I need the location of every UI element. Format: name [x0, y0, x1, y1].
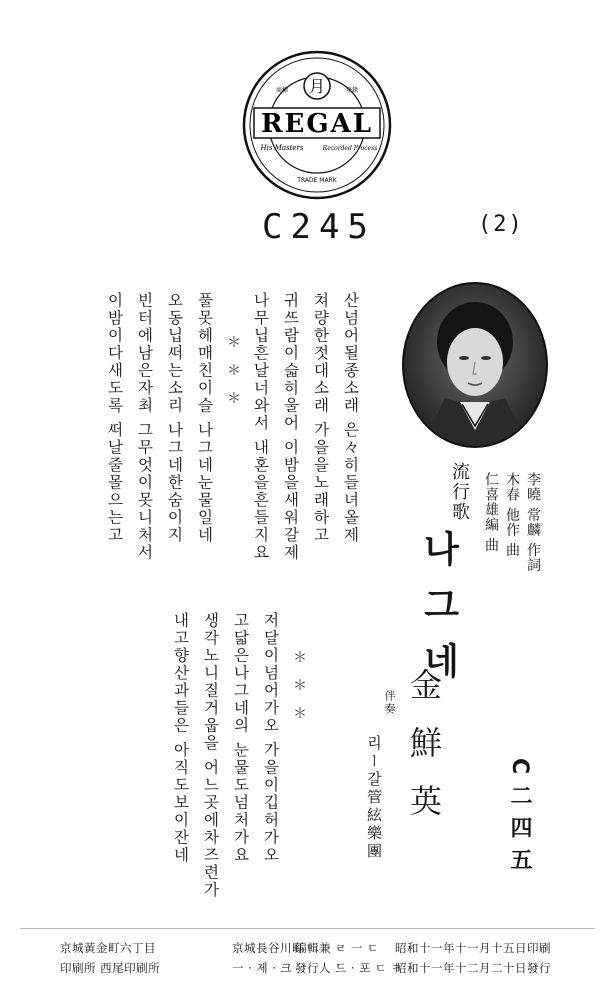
lyric-line: 산넘어될종소래 은々히들녀올제	[341, 292, 360, 544]
singer-name: 金鮮英	[405, 668, 443, 842]
section-mark: ＊ ＊ ＊	[225, 335, 241, 405]
lyric-line: 저달이넘어가오 가을이깁허가오	[261, 612, 280, 864]
logo-top-right: 登錄	[345, 87, 359, 94]
lyric-line: 귀ᄯᅳ람이슯히울어 이밤을새워갈제	[281, 292, 300, 562]
genre-label: 流行歌	[449, 462, 470, 522]
lyric-line: 쳐량한젓대소래 가을을노래하고	[311, 292, 330, 544]
page-number: (2)	[478, 212, 524, 237]
print-date: 昭和十一年十一月十五日印刷	[395, 941, 551, 955]
editor-line: 發行人 드 · 포 ㄷ ㅋ	[295, 961, 403, 975]
publisher-line: 一 · 제 · 크	[232, 961, 293, 975]
accompaniment-label: 伴奏	[383, 690, 396, 716]
printer-line: 京城黃金町六丁目	[60, 941, 156, 955]
accompaniment: 리ー갈管絃樂團	[365, 735, 383, 861]
lyric-line: 풀못헤매친이슬 나그네눈물일네	[195, 292, 214, 544]
logo-brand: REGAL	[260, 109, 374, 139]
singer-portrait	[400, 280, 550, 450]
lyric-line: 이밤이다새도록 ᄯᅥ날줄몰으는고	[105, 292, 124, 544]
catalog-number: C245	[262, 207, 376, 247]
section-mark: ＊ ＊ ＊	[291, 650, 307, 720]
colophon-printer	[60, 940, 160, 976]
colophon-divider	[20, 928, 595, 929]
lyric-line: 나무닙흔날너와서 내혼을흔들지요	[251, 292, 270, 562]
colophon-editor	[295, 940, 402, 976]
lyric-line: 고닯은나그네의 눈물도넘처가요	[231, 612, 250, 864]
editor-line: 編輯兼 ㄹ 一 ㄷ	[295, 941, 379, 955]
issue-date: 昭和十一年十二月二十日發行	[395, 961, 551, 975]
publisher-line: 京城長谷川町	[232, 941, 304, 955]
logo-right-label: Recorded Process	[322, 145, 378, 152]
lyric-line: 오동닙ᄯᅥ는소리 나그네한숨이지	[165, 292, 184, 544]
regal-logo	[242, 50, 392, 200]
logo-bottom: TRADE MARK	[297, 177, 337, 184]
logo-top-left: 商標	[275, 87, 289, 94]
credit-line: 李曉 常麟 作詞	[525, 472, 541, 573]
lyric-line: 빈터에남은자최 그무엇이못니처서	[135, 292, 154, 562]
colophon-publisher	[232, 940, 304, 976]
logo-center-mark: 月	[308, 77, 326, 96]
credit-line: 仁喜雄編 曲	[483, 472, 499, 553]
printer-line: 印刷所 西尾印刷所	[60, 961, 161, 975]
lyric-line: 내고향산과들은 아직도보이잔네	[171, 612, 190, 864]
song-title: 나그네	[418, 530, 459, 698]
lyric-line: 생각노니질거웁을 어느곳에차즈련가	[201, 612, 220, 899]
colophon-dates	[395, 940, 551, 976]
logo-left-label: His Masters	[260, 144, 304, 152]
side-catalog-number: C二四五	[507, 758, 532, 881]
credit-line: 木春 他作 曲	[504, 472, 520, 558]
